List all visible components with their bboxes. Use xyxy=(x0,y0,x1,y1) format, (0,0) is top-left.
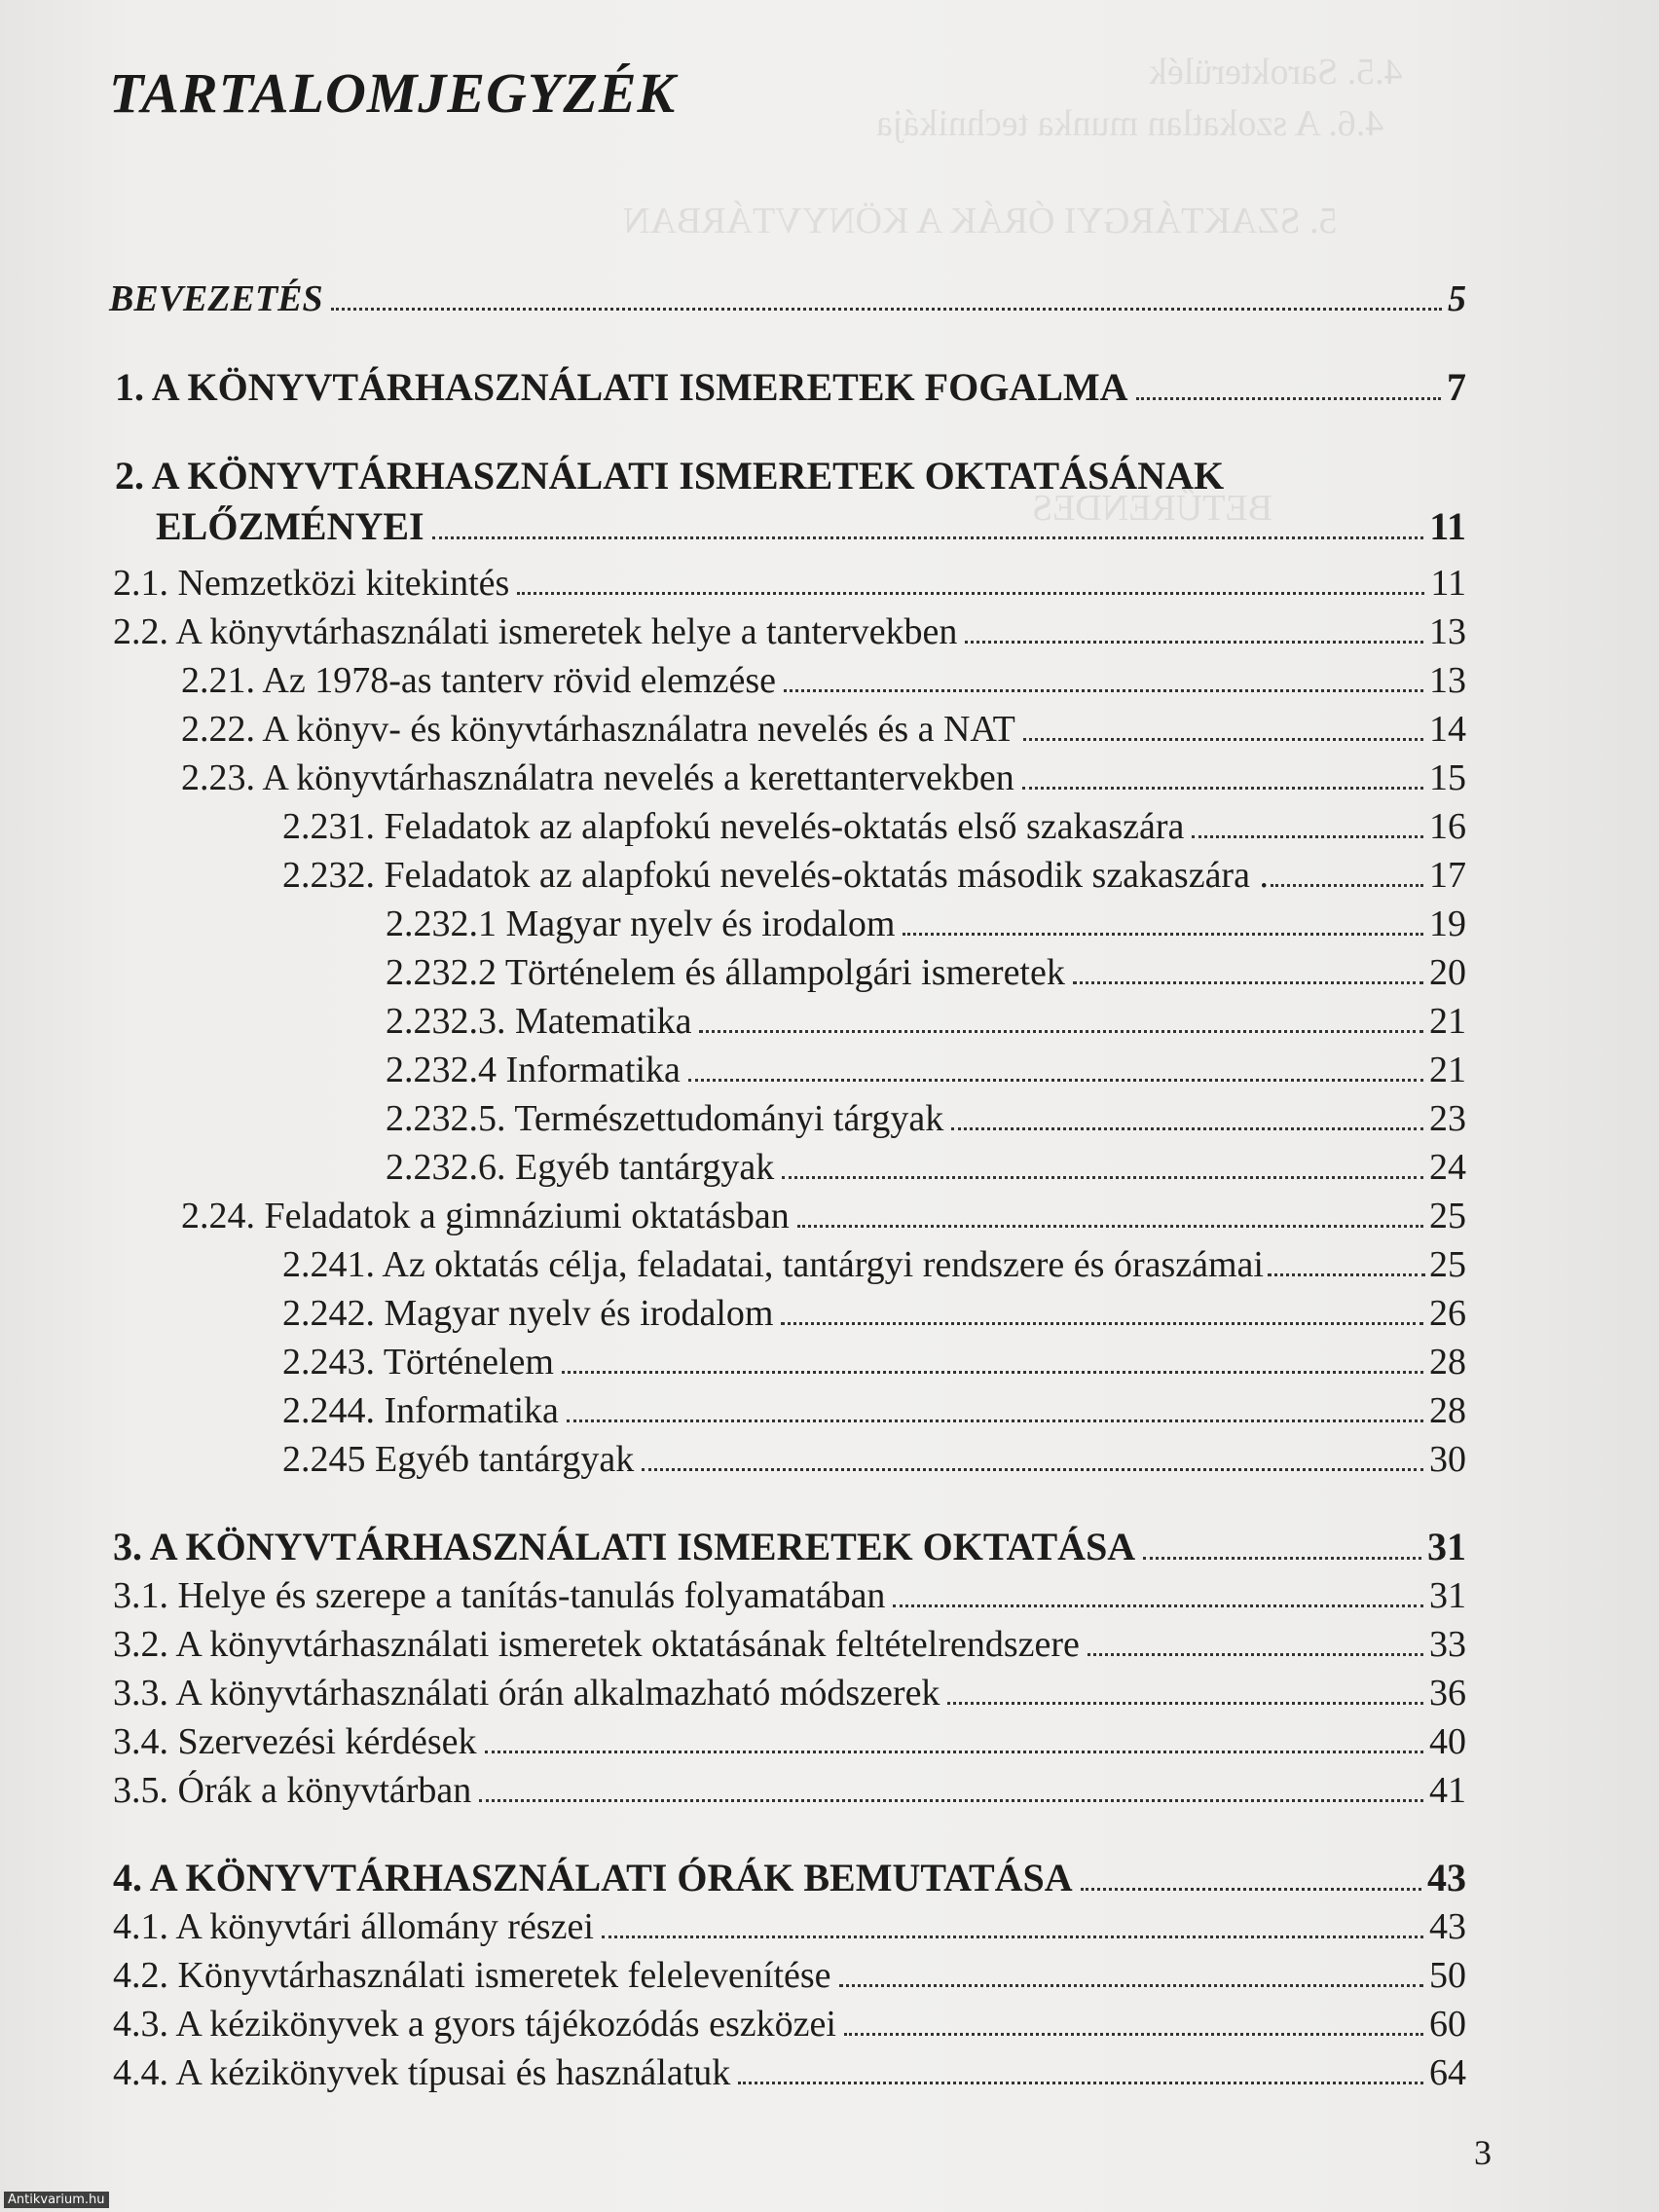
toc-entry-title: 3.3. A könyvtárhasználati órán alkalmazható módszerek xyxy=(113,1673,940,1714)
toc-entry-title: 2.232.2 Történelem és állampolgári ismeretek xyxy=(386,952,1065,993)
leader-dots xyxy=(642,1467,1423,1471)
toc-page-number: 26 xyxy=(1429,1293,1466,1334)
leader-dots xyxy=(602,1935,1423,1938)
leader-dots xyxy=(1136,396,1441,400)
toc-entry xyxy=(282,1388,1466,1433)
leader-dots xyxy=(432,535,1424,539)
toc-page-number: 28 xyxy=(1429,1342,1466,1382)
toc-entry-title: 2.21. Az 1978-as tanterv rövid elemzése xyxy=(181,660,776,701)
toc-entry xyxy=(113,2050,1466,2095)
leader-dots xyxy=(1143,1556,1421,1560)
toc-page-number: 16 xyxy=(1429,806,1466,847)
toc-page-number: 17 xyxy=(1429,855,1466,896)
toc-entry xyxy=(386,1048,1466,1092)
toc-page-number: 41 xyxy=(1429,1770,1466,1811)
leader-dots xyxy=(1022,786,1423,790)
toc-page-number: 14 xyxy=(1429,709,1466,750)
leader-dots xyxy=(1192,834,1423,838)
toc-page-number: 20 xyxy=(1429,952,1466,993)
toc-page-number: 50 xyxy=(1429,1955,1466,1996)
toc-entry xyxy=(181,658,1466,703)
toc-page-number: 36 xyxy=(1429,1673,1466,1714)
toc-entry-title: 2.231. Feladatok az alapfokú nevelés-oktatás első szakaszára xyxy=(282,806,1185,847)
toc-entry-title: 2.232.1 Magyar nyelv és irodalom xyxy=(386,903,896,944)
toc-entry-chapter-2 xyxy=(156,504,1466,549)
show-through-text: 5. SZAKTÁRGYI ÓRÁK A KÖNYVTÁRBAN xyxy=(623,201,1338,241)
toc-entry xyxy=(181,1194,1466,1238)
toc-page-number: 11 xyxy=(1429,504,1466,548)
toc-page-number: 7 xyxy=(1447,365,1466,409)
toc-entry-title: 2.245 Egyéb tantárgyak xyxy=(282,1439,635,1480)
toc-entry-title: 4. A KÖNYVTÁRHASZNÁLATI ÓRÁK BEMUTATÁSA xyxy=(113,1856,1073,1899)
toc-page-number: 25 xyxy=(1429,1196,1466,1236)
toc-entry-title: 2.232.3. Matematika xyxy=(386,1001,692,1042)
toc-page-number: 64 xyxy=(1429,2052,1466,2093)
toc-entry-title: 2.22. A könyv- és könyvtárhasználatra nevelés és a NAT xyxy=(181,709,1015,750)
toc-entry-title: ELŐZMÉNYEI xyxy=(156,504,424,548)
toc-entry-chapter-1 xyxy=(115,365,1466,410)
leader-dots xyxy=(784,688,1423,692)
page-number: 3 xyxy=(1474,2133,1492,2172)
leader-dots xyxy=(738,2081,1423,2084)
toc-entry-title: 2.232.5. Természettudományi tárgyak xyxy=(386,1098,944,1139)
toc-page-number: 43 xyxy=(1427,1856,1466,1899)
toc-entry-title: 4.2. Könyvtárhasználati ismeretek felelevenítése xyxy=(113,1955,831,1996)
toc-entry xyxy=(282,1437,1466,1482)
toc-entry xyxy=(113,561,1466,606)
toc-entry-title: 4.1. A könyvtári állomány részei xyxy=(113,1906,594,1947)
leader-dots xyxy=(699,1029,1423,1033)
toc-page-number: 13 xyxy=(1429,611,1466,652)
toc-entry xyxy=(113,2002,1466,2046)
toc-entry-title: 2.232. Feladatok az alapfokú nevelés-oktatás második szakaszára . xyxy=(282,855,1269,896)
toc-entry-title: 2.24. Feladatok a gimnáziumi oktatásban xyxy=(181,1196,790,1236)
toc-entry xyxy=(113,1904,1466,1949)
toc-entry xyxy=(282,1340,1466,1384)
toc-entry-title: 1. A KÖNYVTÁRHASZNÁLATI ISMERETEK FOGALMA xyxy=(115,365,1128,409)
leader-dots xyxy=(903,932,1423,936)
toc-entry xyxy=(181,756,1466,800)
leader-dots xyxy=(839,1983,1423,1987)
toc-entry xyxy=(282,804,1466,849)
toc-entry xyxy=(386,950,1466,995)
leader-dots xyxy=(1073,980,1423,984)
toc-entry-title: 2.243. Történelem xyxy=(282,1342,554,1382)
toc-entry-title: 3.4. Szervezési kérdések xyxy=(113,1721,477,1762)
leader-dots xyxy=(947,1701,1423,1705)
toc-entry xyxy=(113,1768,1466,1813)
toc-entry xyxy=(386,1145,1466,1190)
toc-entry-title: 2.232.4 Informatika xyxy=(386,1050,681,1090)
toc-page-number: 31 xyxy=(1427,1525,1466,1568)
toc-page-number: 60 xyxy=(1429,2004,1466,2045)
toc-entry-title: 2.241. Az oktatás célja, feladatai, tantárgyi rendszere és óraszámai xyxy=(282,1244,1264,1285)
leader-dots xyxy=(844,2032,1423,2036)
leader-dots xyxy=(485,1750,1423,1753)
toc-entry xyxy=(282,1242,1466,1287)
leader-dots xyxy=(965,640,1423,644)
toc-entry-title: 4.4. A kézikönyvek típusai és használatuk xyxy=(113,2052,731,2093)
toc-page-number: 31 xyxy=(1429,1575,1466,1616)
leader-dots xyxy=(567,1419,1423,1422)
toc-page-number: 25 xyxy=(1429,1244,1466,1285)
toc-entry xyxy=(282,853,1466,898)
toc-page-number: 24 xyxy=(1429,1147,1466,1188)
toc-entry-title: 3.2. A könyvtárhasználati ismeretek oktatásának feltételrendszere xyxy=(113,1624,1080,1665)
toc-entry-title: 2.2. A könyvtárhasználati ismeretek helye a tantervekben xyxy=(113,611,958,652)
leader-dots xyxy=(688,1078,1423,1082)
toc-entry xyxy=(113,1622,1466,1667)
leader-dots xyxy=(331,307,1442,311)
toc-page-number: 15 xyxy=(1429,757,1466,798)
toc-entry-chapter-4 xyxy=(113,1856,1466,1900)
toc-entry-title: 2.1. Nemzetközi kitekintés xyxy=(113,563,510,604)
toc-page-number: 23 xyxy=(1429,1098,1466,1139)
toc-entry-title: 3.5. Órák a könyvtárban xyxy=(113,1770,472,1811)
toc-entry-title: 3. A KÖNYVTÁRHASZNÁLATI ISMERETEK OKTATÁSA xyxy=(113,1525,1136,1568)
show-through-text: 4.6. A szokatlan munka technikája xyxy=(876,103,1384,144)
toc-entry-chapter-3 xyxy=(113,1525,1466,1569)
leader-dots xyxy=(517,591,1424,595)
toc-page-number: 11 xyxy=(1430,563,1466,604)
toc-entry xyxy=(386,999,1466,1044)
watermark: Antikvarium.hu xyxy=(4,2192,109,2208)
toc-page-number: 21 xyxy=(1429,1050,1466,1090)
show-through-text: BETŰRENDES xyxy=(1032,488,1272,529)
toc-entry xyxy=(113,1719,1466,1764)
page-title: TARTALOMJEGYZÉK xyxy=(109,61,677,125)
toc-entry xyxy=(113,609,1466,654)
leader-dots xyxy=(479,1798,1423,1802)
toc-entry-title: 4.3. A kézikönyvek a gyors tájékozódás eszközei xyxy=(113,2004,836,2045)
leader-dots xyxy=(1023,737,1423,741)
toc-page-number: 28 xyxy=(1429,1390,1466,1431)
leader-dots xyxy=(782,1175,1423,1179)
leader-dots xyxy=(1081,1887,1421,1891)
leader-dots xyxy=(1088,1652,1423,1656)
leader-dots xyxy=(562,1370,1423,1374)
toc-entry xyxy=(282,1291,1466,1336)
leader-dots xyxy=(781,1321,1423,1325)
show-through-text: 4.5. Sarokterülék xyxy=(1149,52,1403,92)
toc-page-number: 43 xyxy=(1429,1906,1466,1947)
toc-entry xyxy=(113,1573,1466,1618)
toc-page-number: 21 xyxy=(1429,1001,1466,1042)
toc-page-number: 33 xyxy=(1429,1624,1466,1665)
toc-entry xyxy=(386,902,1466,946)
toc-page-number: 30 xyxy=(1429,1439,1466,1480)
toc-entry-title: 2.244. Informatika xyxy=(282,1390,559,1431)
toc-entry xyxy=(113,1953,1466,1998)
toc-page-number: 5 xyxy=(1448,278,1466,319)
toc-entry xyxy=(113,1671,1466,1715)
toc-entry-title: 3.1. Helye és szerepe a tanítás-tanulás folyamatában xyxy=(113,1575,886,1616)
leader-dots xyxy=(797,1224,1423,1228)
leader-dots xyxy=(1271,883,1423,887)
leader-dots xyxy=(951,1126,1423,1130)
toc-page-number: 40 xyxy=(1429,1721,1466,1762)
toc-entry-title: 2.232.6. Egyéb tantárgyak xyxy=(386,1147,775,1188)
toc-page-number: 19 xyxy=(1429,903,1466,944)
toc-entry-title: BEVEZETÉS xyxy=(109,278,323,319)
toc-entry-intro xyxy=(109,276,1466,321)
toc-entry-title: 2.23. A könyvtárhasználatra nevelés a kerettantervekben xyxy=(181,757,1014,798)
toc-page-number: 13 xyxy=(1429,660,1466,701)
toc-entry-title: 2.242. Magyar nyelv és irodalom xyxy=(282,1293,774,1334)
toc-entry xyxy=(386,1096,1466,1141)
toc-entry-chapter-2-title: 2. A KÖNYVTÁRHASZNÁLATI ISMERETEK OKTATÁSÁNAK xyxy=(115,454,1225,498)
leader-dots xyxy=(893,1604,1423,1607)
leader-dots xyxy=(1268,1272,1425,1276)
toc-entry xyxy=(181,707,1466,752)
